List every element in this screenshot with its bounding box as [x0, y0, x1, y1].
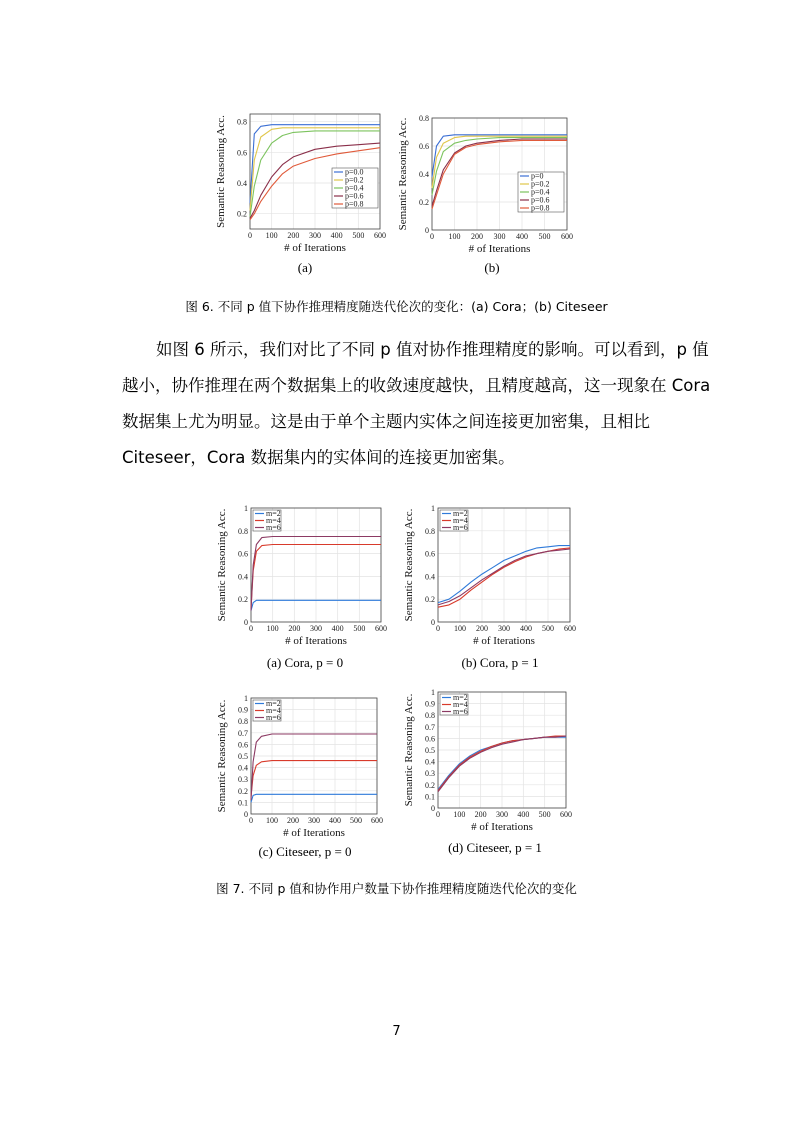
y-tick-label: 0.6: [425, 734, 435, 744]
x-tick-label: 600: [564, 624, 576, 633]
y-tick-label: 0.8: [237, 117, 247, 127]
y-tick-label: 0.8: [425, 526, 435, 536]
y-tick-label: 0.4: [425, 757, 435, 767]
legend-label: p=0.2: [345, 175, 364, 185]
x-tick-label: 300: [498, 624, 510, 633]
figure-7c-label: (c) Citeseer, p = 0: [258, 844, 352, 859]
x-tick-label: 100: [266, 816, 278, 825]
x-tick-label: 200: [287, 231, 300, 240]
figure-6a-label: (a): [297, 260, 313, 275]
x-tick-label: 300: [496, 810, 508, 819]
y-axis-label: Semantic Reasoning Acc.: [215, 115, 227, 228]
x-tick-label: 300: [493, 232, 506, 241]
y-tick-label: 0.4: [238, 572, 248, 582]
x-axis-label: # of Iterations: [283, 827, 345, 839]
x-axis-label: # of Iterations: [473, 635, 535, 647]
y-tick-label: 0.4: [238, 763, 248, 773]
y-tick-label: 0.4: [237, 179, 247, 188]
x-tick-label: 600: [561, 232, 573, 241]
y-axis-label: Semantic Reasoning Acc.: [403, 508, 415, 622]
y-tick-label: 0.8: [238, 717, 248, 727]
y-tick-label: 0.2: [238, 595, 248, 605]
legend-label: m=4: [266, 516, 281, 526]
x-tick-label: 400: [516, 232, 528, 241]
x-axis-label: # of Iterations: [471, 821, 533, 833]
y-tick-label: 0.9: [238, 705, 248, 715]
legend-label: m=2: [453, 509, 468, 519]
figure-6b-chart: [390, 110, 575, 255]
y-tick-label: 0.4: [425, 572, 435, 582]
y-tick-label: 1: [431, 688, 435, 697]
x-tick-label: 0: [430, 232, 434, 241]
paragraph-line-4: Citeseer，Cora 数据集内的实体间的连接更加密集。: [122, 448, 515, 467]
legend-label: p=0.4: [531, 187, 550, 197]
y-tick-label: 0.5: [425, 746, 435, 755]
figure-7d-label: (d) Citeseer, p = 1: [448, 840, 542, 855]
figure-6a-chart: [200, 108, 390, 253]
y-tick-label: 0.6: [237, 148, 247, 158]
y-tick-label: 0: [425, 226, 429, 235]
y-tick-label: 0.2: [237, 209, 247, 219]
x-tick-label: 100: [454, 624, 466, 633]
paragraph-line-3: 数据集上尤为明显。这是由于单个主题内实体之间连接更加密集，且相比: [122, 412, 650, 431]
legend-label: m=6: [453, 523, 468, 533]
legend-label: p=0.0: [345, 167, 364, 177]
legend-label: m=6: [266, 713, 281, 723]
legend-label: m=4: [266, 706, 281, 716]
figure-6b-label: (b): [484, 260, 500, 275]
legend-label: m=2: [453, 693, 468, 703]
x-tick-label: 200: [287, 816, 299, 825]
y-tick-label: 0.3: [238, 775, 248, 785]
x-tick-label: 0: [436, 624, 440, 633]
x-tick-label: 0: [249, 624, 253, 633]
y-tick-label: 1: [244, 504, 248, 513]
x-axis-label: # of Iterations: [285, 635, 347, 647]
y-tick-label: 0.6: [238, 549, 248, 559]
y-tick-label: 0: [431, 804, 435, 813]
y-tick-label: 0.2: [419, 198, 429, 207]
legend-label: p=0: [531, 171, 544, 181]
y-tick-label: 0: [431, 618, 435, 627]
x-tick-label: 300: [309, 231, 321, 240]
legend-label: p=0.2: [531, 179, 550, 189]
figure-6-caption: 图 6. 不同 p 值下协作推理精度随迭代伦次的变化：(a) Cora；(b) Citeseer: [185, 299, 608, 314]
x-tick-label: 500: [538, 232, 551, 241]
paragraph-line-2: 越小，协作推理在两个数据集上的收敛速度越快，且精度越高，这一现象在 Cora: [122, 376, 711, 395]
x-tick-label: 400: [517, 810, 530, 819]
y-tick-label: 0: [244, 810, 248, 819]
legend-label: m=4: [453, 516, 468, 526]
figure-7a-chart: [215, 502, 395, 647]
y-tick-label: 0.8: [419, 114, 429, 123]
y-tick-label: 0.9: [425, 699, 435, 709]
y-tick-label: 0.2: [425, 595, 435, 605]
x-tick-label: 300: [308, 816, 320, 825]
legend-label: m=6: [266, 523, 281, 533]
figure-7a-label: (a) Cora, p = 0: [266, 655, 344, 670]
y-axis-label: Semantic Reasoning Acc.: [216, 508, 228, 622]
legend-label: m=4: [453, 700, 468, 710]
x-tick-label: 0: [436, 810, 440, 819]
legend-label: m=2: [266, 699, 281, 709]
y-axis-label: Semantic Reasoning Acc.: [403, 693, 415, 807]
x-tick-label: 400: [329, 816, 341, 825]
figure-7b-chart: [400, 502, 580, 647]
x-tick-label: 600: [560, 810, 572, 819]
x-tick-label: 100: [265, 231, 278, 240]
legend-label: p=0.6: [345, 191, 364, 201]
x-tick-label: 600: [374, 231, 386, 240]
legend-label: m=6: [453, 707, 468, 717]
page-number: 7: [392, 1024, 401, 1039]
x-tick-label: 100: [266, 624, 279, 633]
y-tick-label: 0.2: [425, 780, 435, 790]
x-tick-label: 400: [331, 624, 344, 633]
y-axis-label: Semantic Reasoning Acc.: [216, 699, 228, 813]
x-tick-label: 0: [249, 816, 253, 825]
y-tick-label: 0.6: [238, 740, 248, 750]
legend-label: p=0.6: [531, 195, 550, 205]
y-tick-label: 0.4: [419, 170, 429, 179]
legend-label: p=0.4: [345, 183, 364, 193]
figure-7-caption: 图 7. 不同 p 值和协作用户数量下协作推理精度随迭代伦次的变化: [216, 881, 577, 896]
x-tick-label: 500: [353, 624, 366, 633]
y-tick-label: 0.1: [425, 792, 435, 802]
y-axis-label: Semantic Reasoning Acc.: [397, 117, 409, 231]
x-tick-label: 400: [330, 231, 343, 240]
paragraph-line-1: 如图 6 所示，我们对比了不同 p 值对协作推理精度的影响。可以看到，p 值: [156, 340, 709, 359]
x-tick-label: 200: [471, 232, 483, 241]
legend-label: p=0.8: [345, 199, 364, 209]
y-tick-label: 0.5: [238, 752, 248, 761]
legend-label: p=0.8: [531, 203, 550, 213]
x-tick-label: 200: [288, 624, 301, 633]
x-tick-label: 500: [350, 816, 362, 825]
y-tick-label: 0.6: [425, 549, 435, 559]
x-tick-label: 600: [375, 624, 387, 633]
x-tick-label: 300: [310, 624, 322, 633]
x-tick-label: 100: [453, 810, 466, 819]
y-tick-label: 0.7: [425, 722, 435, 732]
y-tick-label: 0.2: [238, 786, 248, 796]
x-tick-label: 500: [542, 624, 554, 633]
x-axis-label: # of Iterations: [468, 243, 531, 255]
figure-7b-label: (b) Cora, p = 1: [461, 655, 539, 670]
y-tick-label: 0.6: [419, 142, 429, 151]
y-tick-label: 1: [431, 504, 435, 513]
y-tick-label: 0.3: [425, 769, 435, 779]
x-tick-label: 100: [448, 232, 461, 241]
x-tick-label: 600: [371, 816, 383, 825]
body-paragraph: [122, 332, 711, 476]
figure-7d-chart: [400, 688, 580, 833]
x-tick-label: 200: [476, 624, 488, 633]
x-tick-label: 500: [538, 810, 551, 819]
y-tick-label: 0: [244, 618, 248, 627]
y-tick-label: 1: [244, 694, 248, 703]
x-tick-label: 0: [248, 231, 252, 240]
x-axis-label: # of Iterations: [284, 242, 346, 254]
y-tick-label: 0.8: [425, 711, 435, 721]
y-tick-label: 0.7: [238, 728, 248, 738]
legend-label: m=2: [266, 509, 281, 519]
figure-7c-chart: [215, 692, 395, 837]
x-tick-label: 200: [474, 810, 487, 819]
y-tick-label: 0.1: [238, 798, 248, 808]
y-tick-label: 0.8: [238, 526, 248, 536]
x-tick-label: 400: [520, 624, 532, 633]
x-tick-label: 500: [352, 231, 365, 240]
